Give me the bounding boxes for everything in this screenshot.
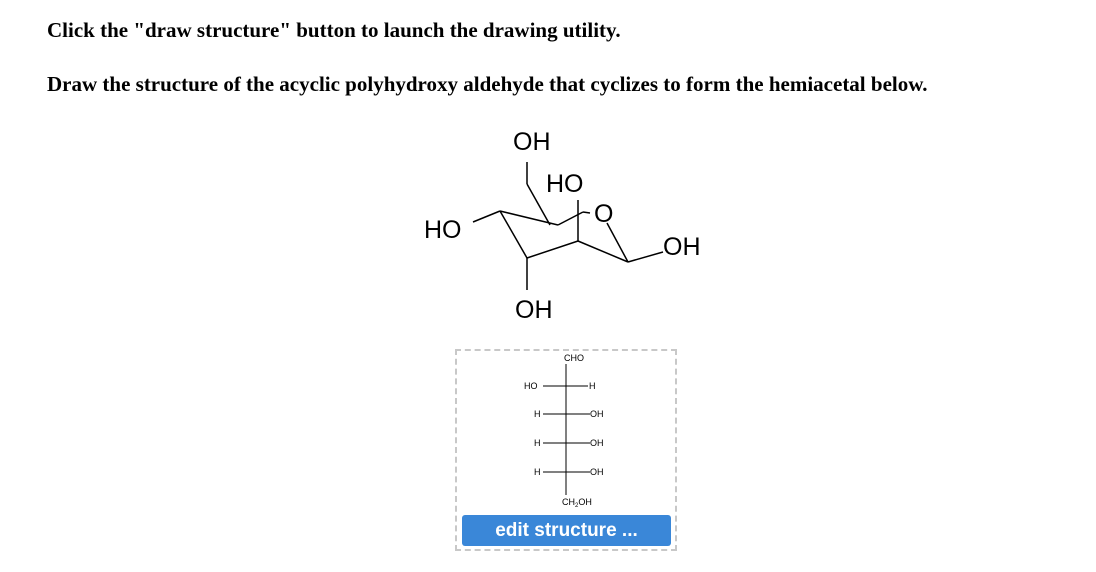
fischer-row4-left: H	[534, 467, 541, 477]
fischer-row1-left: HO	[524, 381, 538, 391]
oh-right-label: OH	[663, 233, 701, 261]
fischer-bottom-label: $CH_2OH$	[562, 497, 592, 509]
fischer-row1-right: H	[589, 381, 596, 391]
oh-bottom-label: OH	[515, 296, 553, 324]
fischer-row2-left: H	[534, 409, 541, 419]
fischer-top-label: CHO	[564, 353, 584, 363]
fischer-row4-right: OH	[590, 467, 604, 477]
fischer-row3-right: OH	[590, 438, 604, 448]
ring-oxygen-label: O	[594, 200, 614, 228]
oh-top-label: OH	[513, 128, 551, 156]
fischer-row2-right: OH	[590, 409, 604, 419]
instruction-launch: Click the "draw structure" button to launch the drawing utility.	[47, 18, 621, 42]
fischer-row3-left: H	[534, 438, 541, 448]
instruction-question: Draw the structure of the acyclic polyhydroxy aldehyde that cyclizes to form the hemiacetal below.	[47, 72, 928, 96]
ho-left-label: HO	[424, 216, 462, 244]
edit-structure-button[interactable]: edit structure ...	[462, 515, 671, 546]
ho-upper-label: HO	[546, 170, 584, 198]
